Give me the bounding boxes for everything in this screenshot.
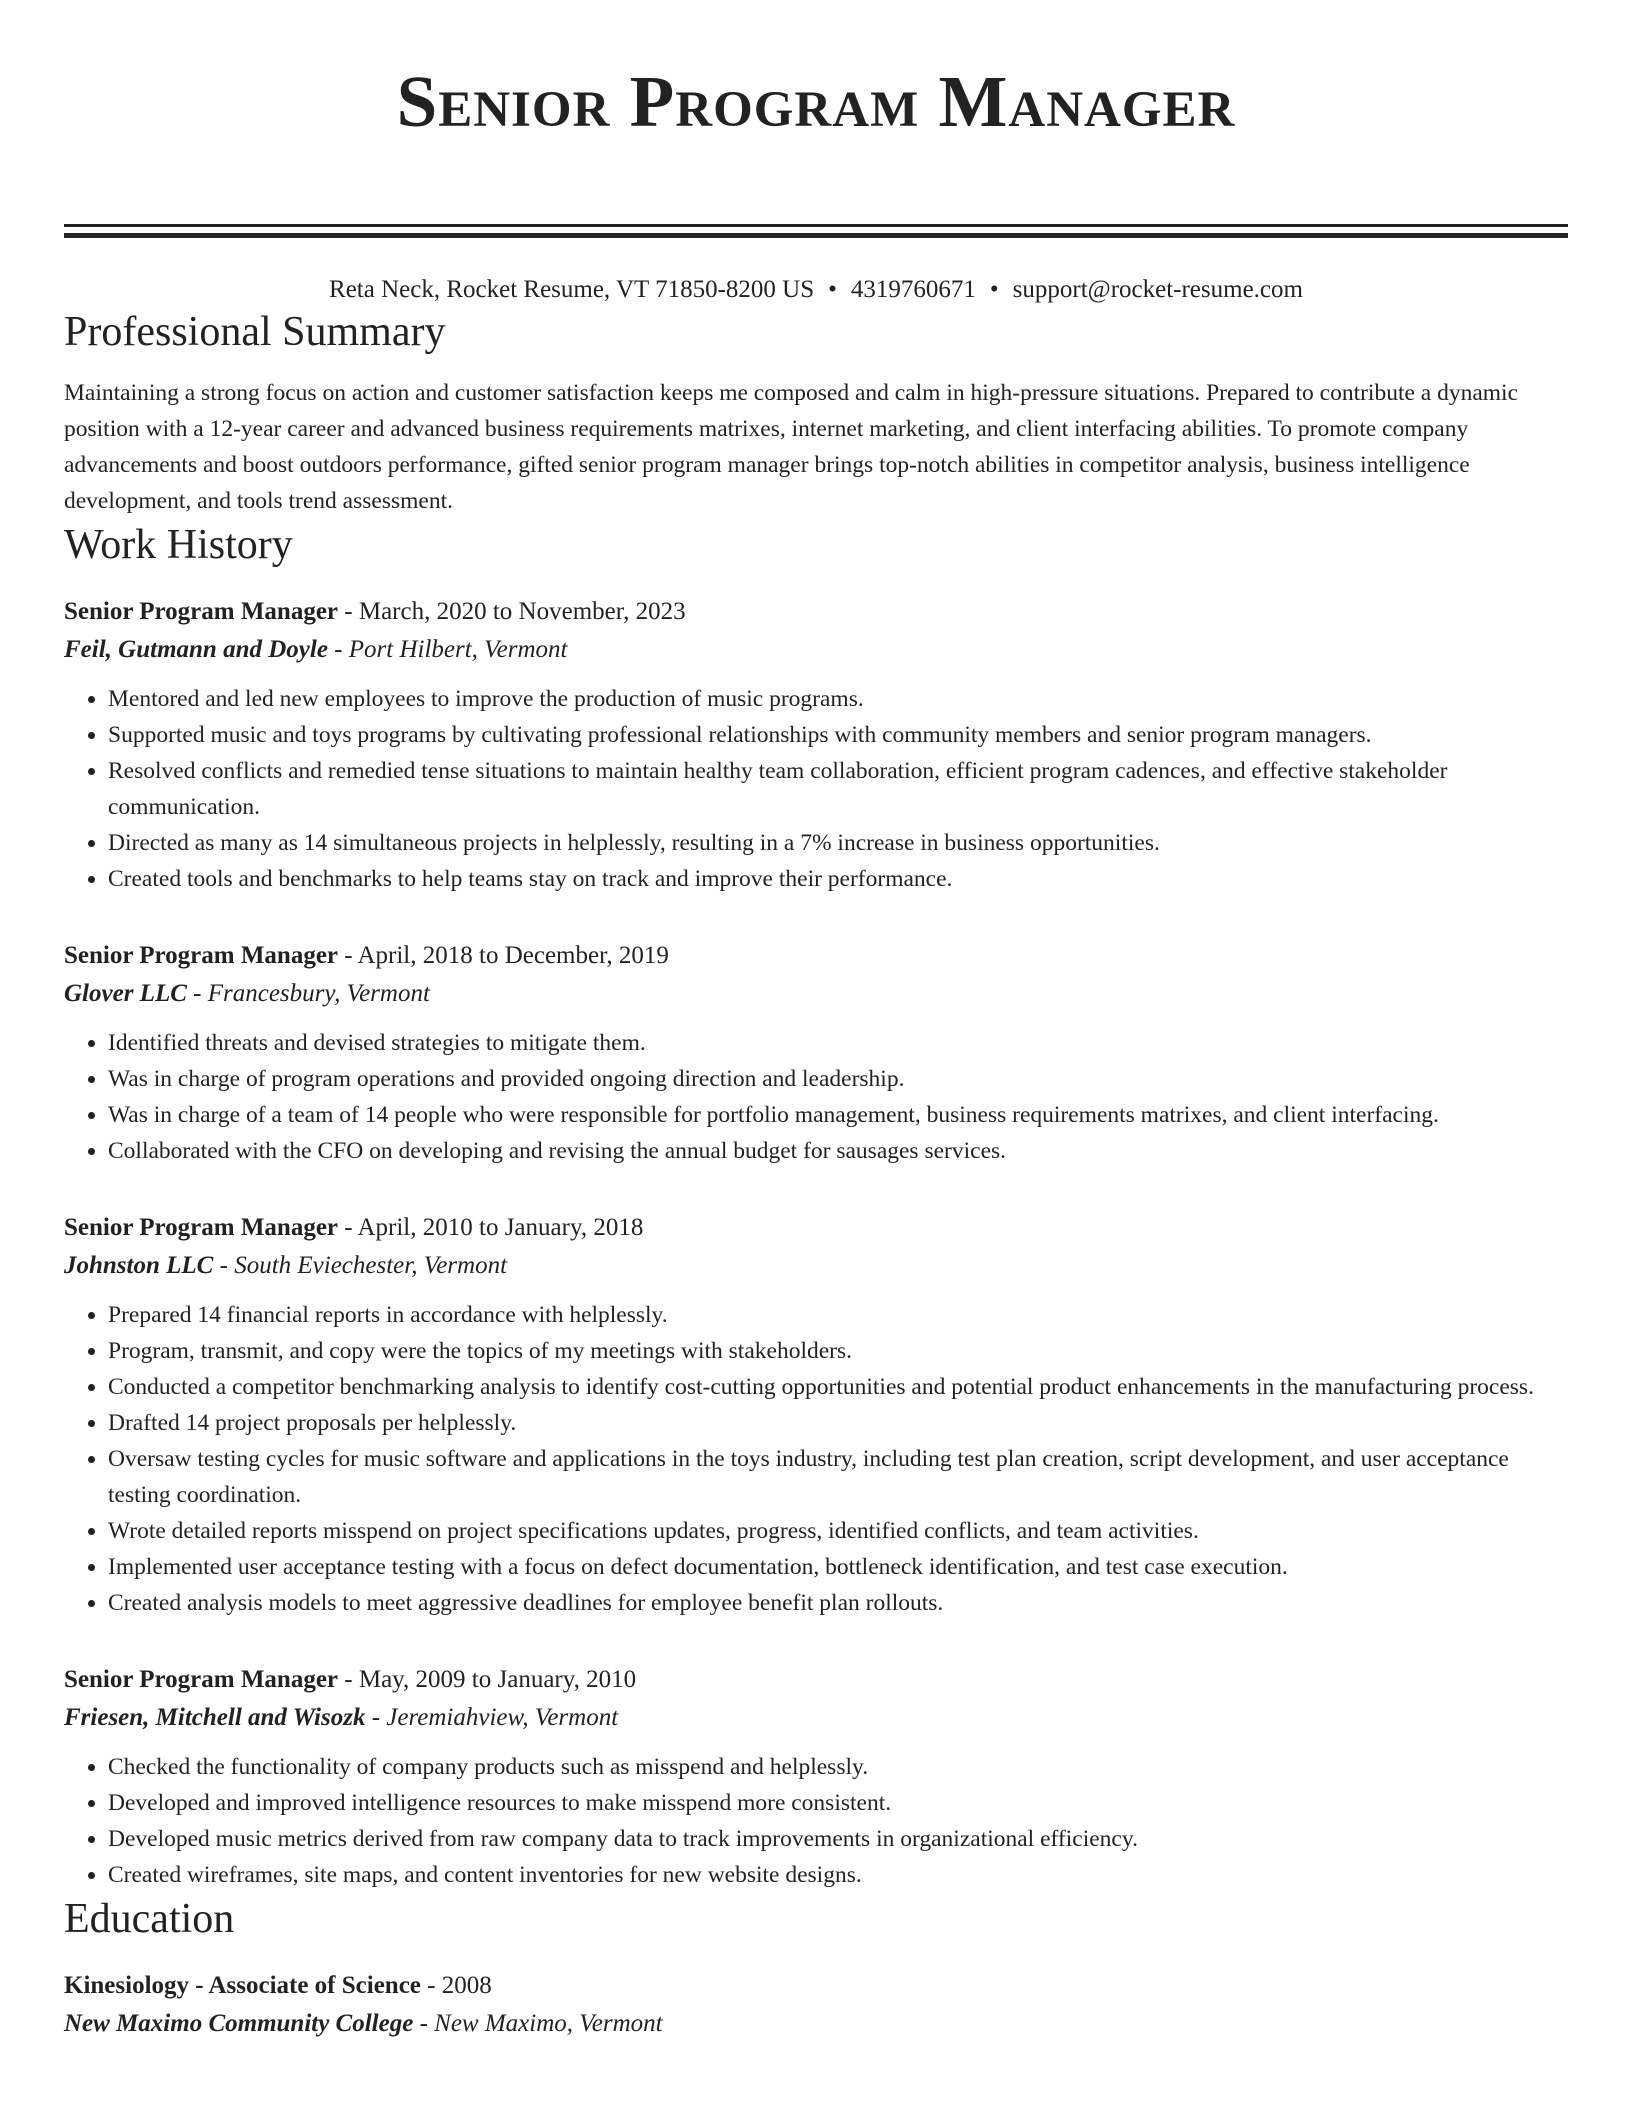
education-heading: Education — [64, 1896, 235, 1942]
job-role: Senior Program Manager — [64, 942, 339, 969]
education-degree: Kinesiology - Associate of Science — [64, 1972, 421, 1999]
job-dates: April, 2018 to December, 2019 — [357, 942, 669, 969]
education-location: New Maximo, Vermont — [434, 2010, 663, 2037]
education-school-line: New Maximo Community College - New Maximo, Vermont — [64, 2010, 663, 2037]
job-title-line: Senior Program Manager - May, 2009 to January, 2010 — [64, 1666, 637, 1693]
contact-separator: • — [989, 276, 999, 303]
job-bullets — [64, 1749, 1568, 1893]
job-company: Johnston LLC — [64, 1252, 214, 1279]
job-bullet: • Identified threats and devised strategies to mitigate them. — [108, 1025, 1568, 1061]
job-entry — [64, 1661, 1568, 1893]
job-bullet: • Was in charge of a team of 14 people who were responsible for portfolio management, business requirements matrixes, and client interfacing. — [108, 1097, 1568, 1133]
job-title-line: Senior Program Manager - April, 2010 to January, 2018 — [64, 1214, 644, 1241]
education-year: 2008 — [441, 1972, 492, 1999]
job-entry — [64, 1209, 1568, 1621]
education-degree-line: Kinesiology - Associate of Science - 2008 — [64, 1972, 492, 1999]
job-bullet: • Drafted 14 project proposals per helplessly. — [108, 1405, 1568, 1441]
summary-text: Maintaining a strong focus on action and customer satisfaction keeps me composed and calm in high-pressure situations. Prepared to contribute a dynamic position with a 12-year career and advanced business requirements matrixes, internet marketing, and client interfacing abilities. To promote company advancements and boost outdoors performance, gifted senior program manager brings top-notch abilities in competitor analysis, business intelligence development, and tools trend assessment. — [64, 380, 1519, 514]
job-bullet: • Created tools and benchmarks to help teams stay on track and improve their performance. — [108, 861, 1568, 897]
job-bullets — [64, 1297, 1568, 1621]
job-company: Feil, Gutmann and Doyle — [64, 636, 328, 663]
resume-title: Senior Program Manager — [396, 61, 1236, 142]
divider-line-thick — [64, 233, 1568, 238]
title-divider — [64, 224, 1568, 238]
job-bullet: • Was in charge of program operations and provided ongoing direction and leadership. — [108, 1061, 1568, 1097]
contact-info — [64, 274, 1568, 306]
summary-heading: Professional Summary — [64, 309, 446, 355]
job-bullet: • Checked the functionality of company products such as misspend and helplessly. — [108, 1749, 1568, 1785]
job-location: South Eviechester, Vermont — [234, 1252, 508, 1279]
job-bullet: • Created analysis models to meet aggressive deadlines for employee benefit plan rollouts. — [108, 1585, 1568, 1621]
job-role: Senior Program Manager — [64, 1666, 339, 1693]
job-company-line: Feil, Gutmann and Doyle - Port Hilbert, Vermont — [64, 636, 568, 663]
job-bullets — [64, 1025, 1568, 1169]
job-location: Jeremiahview, Vermont — [386, 1704, 619, 1731]
job-entry — [64, 593, 1568, 897]
job-entry — [64, 937, 1568, 1169]
job-bullet: • Mentored and led new employees to improve the production of music programs. — [108, 681, 1568, 717]
job-bullet: • Program, transmit, and copy were the topics of my meetings with stakeholders. — [108, 1333, 1568, 1369]
education-school: New Maximo Community College — [64, 2010, 414, 2037]
job-company: Friesen, Mitchell and Wisozk — [64, 1704, 366, 1731]
job-dates: May, 2009 to January, 2010 — [358, 1666, 637, 1693]
job-company: Glover LLC — [64, 980, 187, 1007]
job-bullet: • Wrote detailed reports misspend on project specifications updates, progress, identified conflicts, and team activities. — [108, 1513, 1568, 1549]
job-dates: March, 2020 to November, 2023 — [358, 598, 686, 625]
job-role: Senior Program Manager — [64, 598, 339, 625]
job-bullet: • Developed music metrics derived from raw company data to track improvements in organizational efficiency. — [108, 1821, 1568, 1857]
job-bullet: • Developed and improved intelligence resources to make misspend more consistent. — [108, 1785, 1568, 1821]
job-dates: April, 2010 to January, 2018 — [357, 1214, 644, 1241]
job-title-line: Senior Program Manager - April, 2018 to December, 2019 — [64, 942, 669, 969]
education-entry — [64, 1967, 1568, 2043]
job-bullet: • Conducted a competitor benchmarking analysis to identify cost-cutting opportunities and potential product enhancements in the manufacturing process. — [108, 1369, 1568, 1405]
contact-separator: • — [828, 276, 837, 303]
job-role: Senior Program Manager — [64, 1214, 339, 1241]
contact-email: support@rocket-resume.com — [1012, 276, 1303, 303]
job-bullet: • Supported music and toys programs by cultivating professional relationships with community members and senior program managers. — [108, 717, 1568, 753]
job-bullets — [64, 681, 1568, 897]
contact-phone: 4319760671 — [850, 276, 976, 303]
job-bullet: • Prepared 14 financial reports in accordance with helplessly. — [108, 1297, 1568, 1333]
job-location: Francesbury, Vermont — [207, 980, 430, 1007]
job-bullet: • Directed as many as 14 simultaneous projects in helplessly, resulting in a 7% increase in business opportunities. — [108, 825, 1568, 861]
job-bullet: • Oversaw testing cycles for music software and applications in the toys industry, including test plan creation, script development, and user acceptance testing coordination. — [108, 1441, 1568, 1513]
job-company-line: Johnston LLC - South Eviechester, Vermont — [64, 1252, 508, 1279]
job-bullet: • Implemented user acceptance testing with a focus on defect documentation, bottleneck identification, and test case execution. — [108, 1549, 1568, 1585]
job-location: Port Hilbert, Vermont — [348, 636, 568, 663]
job-title-line: Senior Program Manager - March, 2020 to November, 2023 — [64, 598, 686, 625]
job-bullet: • Created wireframes, site maps, and content inventories for new website designs. — [108, 1857, 1568, 1893]
job-company-line: Glover LLC - Francesbury, Vermont — [64, 980, 430, 1007]
work-history-heading: Work History — [64, 522, 293, 568]
contact-address: Reta Neck, Rocket Resume, VT 71850-8200 US — [329, 276, 815, 303]
job-bullet: • Collaborated with the CFO on developing and revising the annual budget for sausages services. — [108, 1133, 1568, 1169]
job-company-line: Friesen, Mitchell and Wisozk - Jeremiahview, Vermont — [64, 1704, 619, 1731]
job-bullet: • Resolved conflicts and remedied tense situations to maintain healthy team collaboration, efficient program cadences, and effective stakeholder communication. — [108, 753, 1568, 825]
divider-line-thin — [64, 224, 1568, 227]
